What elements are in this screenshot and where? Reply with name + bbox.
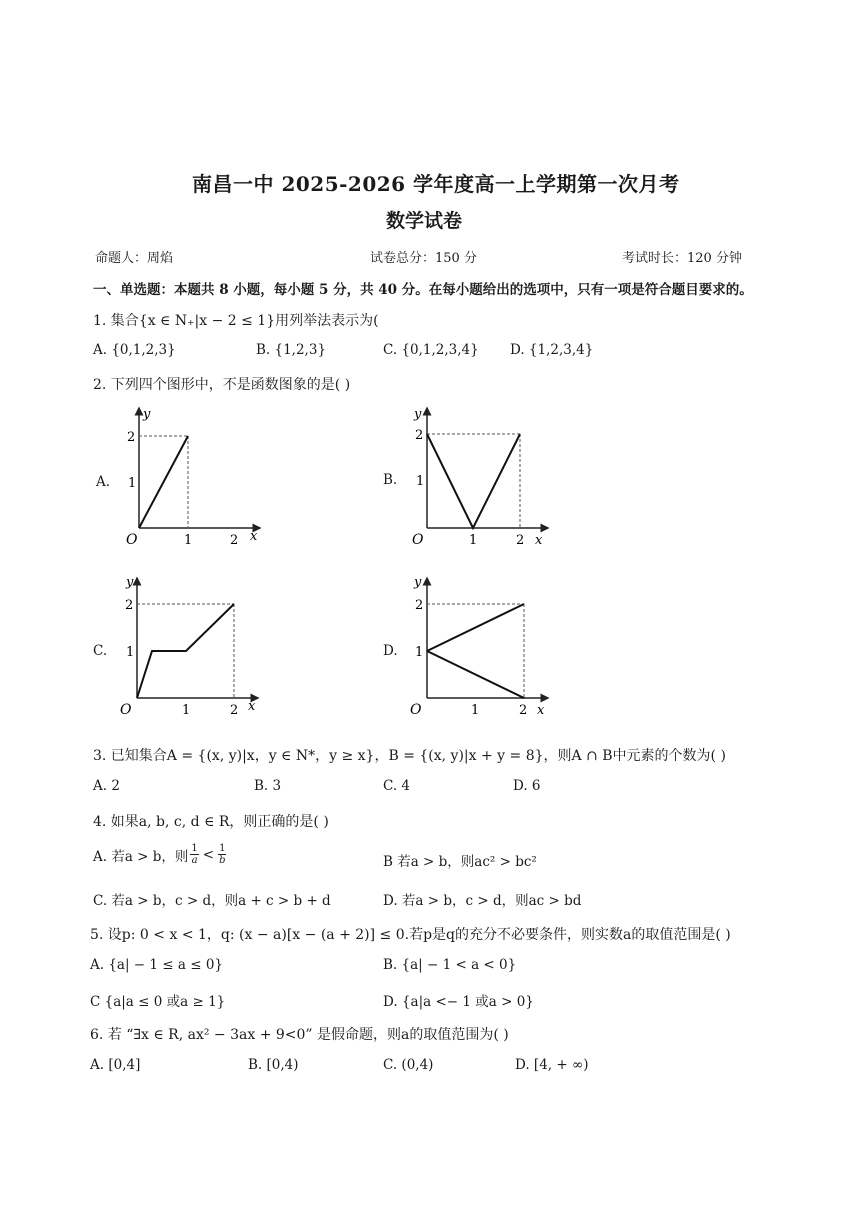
question-5-option-a: A. {a| − 1 ≤ a ≤ 0} — [90, 957, 224, 973]
fraction-denominator: b — [219, 855, 226, 866]
graph-b-tick-2: 2 — [415, 428, 424, 443]
graph-b-label: B. — [383, 472, 398, 488]
question-1-option-c: C. {0,1,2,3,4} — [383, 342, 479, 358]
question-5-stem: 5. 设p: 0 < x < 1，q: (x − a)[x − (a + 2)] ≤ 0.若p是q的充分不必要条件，则实数a的取值范围是( ) — [90, 927, 731, 943]
question-6-option-a: A. [0,4] — [90, 1057, 141, 1073]
graph-b-x-label: x — [535, 533, 543, 548]
graph-c-label: C. — [93, 643, 108, 659]
question-5-option-d: D. {a|a <− 1 或a > 0} — [383, 994, 534, 1010]
graph-d-origin: O — [410, 702, 422, 718]
graph-d-xtick-2: 2 — [519, 703, 528, 718]
graph-b — [398, 402, 558, 552]
question-1-stem: 1. 集合{x ∈ N₊|x − 2 ≤ 1}用列举法表示为( — [93, 313, 379, 329]
graph-b-y-label: y — [414, 407, 422, 422]
section-heading: 一、单选题：本题共 8 小题，每小题 5 分，共 40 分。在每小题给出的选项中，只有一项是符合题目要求的。 — [93, 282, 753, 298]
question-4-option-c: C. 若a > b，c > d，则a + c > b + d — [93, 893, 331, 909]
question-4-stem: 4. 如果a, b, c, d ∈ R，则正确的是( ) — [93, 814, 329, 830]
question-6-option-d: D. [4, + ∞) — [515, 1057, 589, 1073]
question-6-option-c: C. (0,4) — [383, 1057, 434, 1073]
question-2-stem: 2. 下列四个图形中，不是函数图象的是( ) — [93, 377, 351, 393]
exam-total-score: 试卷总分：150 分 — [370, 251, 477, 266]
question-6-option-b: B. [0,4) — [248, 1057, 299, 1073]
graph-a-tick-1: 1 — [128, 476, 137, 491]
graph-b-xtick-1: 1 — [469, 533, 478, 548]
graph-d-x-label: x — [537, 703, 545, 718]
question-1-option-b: B. {1,2,3} — [256, 342, 327, 358]
graph-a-tick-2: 2 — [127, 430, 136, 445]
exam-title: 南昌一中 2025-2026 学年度高一上学期第一次月考 — [192, 172, 680, 196]
graph-d-tick-1: 1 — [415, 645, 424, 660]
graph-c-origin: O — [120, 702, 132, 718]
graph-a-label: A. — [96, 474, 111, 490]
graph-b-origin: O — [412, 532, 424, 548]
question-4-option-b: B 若a > b，则ac² > bc² — [383, 854, 537, 870]
question-3-option-a: A. 2 — [93, 778, 120, 794]
graph-a-origin: O — [126, 532, 138, 548]
question-4-option-a — [93, 843, 228, 866]
question-3-option-b: B. 3 — [254, 778, 282, 794]
graph-b-tick-1: 1 — [416, 474, 425, 489]
graph-c-xtick-2: 2 — [230, 703, 239, 718]
fraction-denominator: a — [191, 855, 198, 866]
question-5-option-c: C {a|a ≤ 0 或a ≥ 1} — [90, 994, 226, 1010]
graph-d — [398, 572, 558, 722]
question-1-option-a: A. {0,1,2,3} — [93, 342, 176, 358]
graph-c-xtick-1: 1 — [182, 703, 191, 718]
graph-d-label: D. — [383, 643, 398, 659]
fraction-1-over-b — [218, 843, 226, 866]
fraction-1-over-a — [190, 843, 198, 866]
question-5-option-b: B. {a| − 1 < a < 0} — [383, 957, 517, 973]
graph-c-tick-1: 1 — [126, 645, 135, 660]
graph-c-y-label: y — [126, 575, 134, 590]
exam-author: 命题人：周焰 — [95, 251, 174, 266]
graph-a-xtick-1: 1 — [184, 533, 193, 548]
graph-c — [110, 572, 270, 722]
question-6-stem: 6. 若 “∃x ∈ R, ax² − 3ax + 9<0” 是假命题，则a的取值范围为( ) — [90, 1027, 509, 1043]
question-1-option-d: D. {1,2,3,4} — [510, 342, 594, 358]
graph-a-xtick-2: 2 — [230, 533, 239, 548]
question-3-stem: 3. 已知集合A = {(x, y)|x，y ∈ N*，y ≥ x}，B = {(x, y)|x + y = 8}，则A ∩ B中元素的个数为( ) — [93, 748, 726, 764]
graph-d-xtick-1: 1 — [471, 703, 480, 718]
question-3-option-c: C. 4 — [383, 778, 411, 794]
graph-c-x-label: x — [248, 699, 256, 714]
fraction-numerator: 1 — [191, 843, 198, 854]
question-4-option-d: D. 若a > b，c > d，则ac > bd — [383, 893, 582, 909]
graph-c-tick-2: 2 — [125, 598, 134, 613]
graph-a-x-label: x — [250, 529, 258, 544]
question-3-option-d: D. 6 — [513, 778, 541, 794]
graph-a-y-label: y — [143, 407, 151, 422]
exam-duration: 考试时长：120 分钟 — [622, 251, 742, 266]
exam-subtitle: 数学试卷 — [386, 210, 463, 232]
fraction-numerator: 1 — [219, 843, 226, 854]
question-4-option-a-prefix: A. 若a > b，则 — [93, 848, 189, 865]
inequality-sign: < — [202, 846, 215, 863]
graph-b-xtick-2: 2 — [516, 533, 525, 548]
graph-d-tick-2: 2 — [415, 598, 424, 613]
graph-a — [110, 402, 270, 552]
graph-d-y-label: y — [414, 575, 422, 590]
